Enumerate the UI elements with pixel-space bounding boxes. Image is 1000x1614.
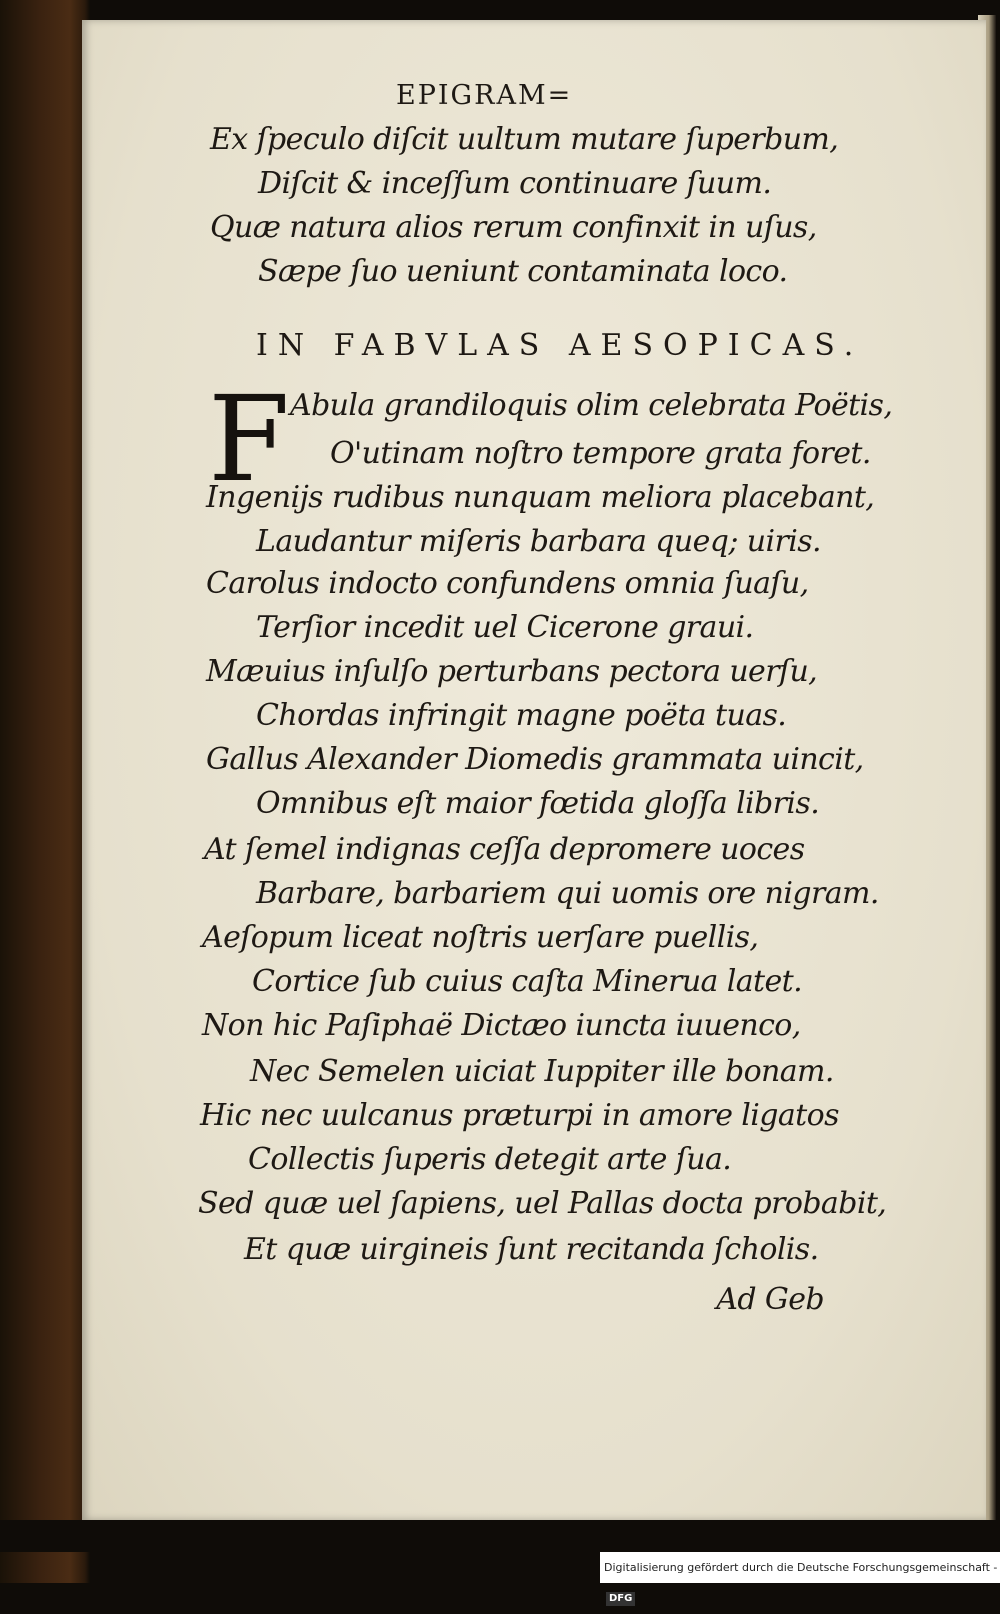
poem-line: At ſemel indignas ceſſa depromere uoces (204, 832, 805, 867)
scan-border-bottom (0, 1520, 1000, 1552)
epigram-line: Ex ſpeculo diſcit uultum mutare ſuperbum, (210, 122, 839, 157)
poem-line: Laudantur miſeris barbara queq; uiris. (256, 524, 821, 559)
poem-line: Abula grandiloquis olim celebrata Poëtis, (290, 388, 893, 423)
poem-line: Aeſopum liceat noſtris uerſare puellis, (202, 920, 759, 955)
dfg-logo-icon: DFG (606, 1592, 635, 1606)
epigram-line: Diſcit & inceſſum continuare ſuum. (258, 166, 772, 201)
footer-text: Digitalisierung gefördert durch die Deutsche Forschungsgemeinschaft - (604, 1561, 998, 1574)
poem-line: Sed quæ uel ſapiens, uel Pallas docta probabit, (198, 1186, 887, 1221)
epigram-line: Sæpe ſuo ueniunt contaminata loco. (258, 254, 788, 289)
poem-line: Et quæ uirgineis ſunt recitanda ſcholis. (244, 1232, 819, 1267)
poem-line: O'utinam noſtro tempore grata foret. (330, 436, 871, 471)
funding-footer (600, 1552, 1000, 1604)
poem-line: Nec Semelen uiciat Iuppiter ille bonam. (250, 1054, 834, 1089)
poem-line: Cortice ſub cuius caſta Minerua latet. (252, 964, 803, 999)
poem-line: Ingenijs rudibus nunquam meliora placebant, (206, 480, 875, 515)
epigram-line: Quæ natura alios rerum confinxit in uſus, (210, 210, 817, 245)
poem-heading: IN FABVLAS AESOPICAS. (256, 328, 864, 363)
poem-line: Hic nec uulcanus præturpi in amore ligatos (200, 1098, 839, 1133)
poem-line: Omnibus eſt maior fœtida gloſſa libris. (256, 786, 820, 821)
drop-cap: F (208, 370, 290, 508)
poem-line: Mæuius inſulſo perturbans pectora uerſu, (206, 654, 818, 689)
poem-line: Carolus indocto confundens omnia ſuaſu, (206, 566, 809, 601)
poem-line: Chordas infringit magne poëta tuas. (256, 698, 787, 733)
poem-line: Terſior incedit uel Cicerone graui. (256, 610, 754, 645)
catchword: Ad Geb (716, 1282, 824, 1317)
poem-line: Collectis ſuperis detegit arte ſua. (248, 1142, 732, 1177)
poem-line: Barbare, barbariem qui uomis ore nigram. (256, 876, 879, 911)
poem-line: Non hic Paſiphaë Dictæo iuncta iuuenco, (202, 1008, 801, 1043)
poem-line: Gallus Alexander Diomedis grammata uincit, (206, 742, 864, 777)
epigram-label: EPIGRAM= (396, 80, 573, 111)
